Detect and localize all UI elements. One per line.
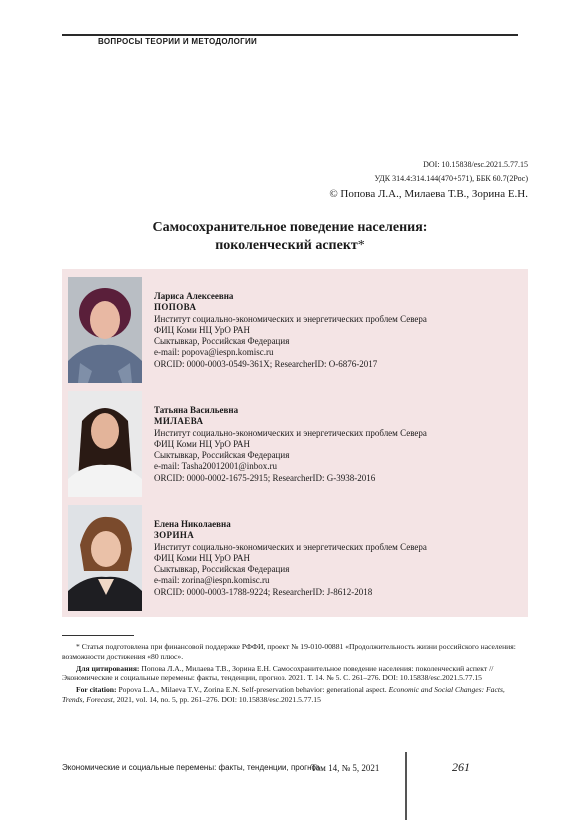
author-first-name: Лариса Алексеевна bbox=[154, 291, 234, 301]
doi-line: DOI: 10.15838/esc.2021.5.77.15 bbox=[423, 160, 528, 169]
footnotes bbox=[62, 642, 528, 705]
author-email: e-mail: Tasha20012001@inbox.ru bbox=[154, 461, 277, 472]
title-line-1: Самосохранительное поведение населения: bbox=[152, 220, 428, 235]
author-institute: Институт социально-экономических и энергетических проблем Севера bbox=[154, 427, 427, 438]
article-title bbox=[0, 219, 580, 255]
citation-en-tail: , 2021, vol. 14, no. 5, pp. 261–276. DOI: 10.15838/esc.2021.5.77.15 bbox=[112, 694, 321, 704]
author-email: e-mail: popova@iespn.komisc.ru bbox=[154, 347, 274, 358]
page-number: 261 bbox=[452, 760, 470, 774]
author-city: Сыктывкар, Российская Федерация bbox=[154, 564, 290, 575]
author-first-name: Елена Николаевна bbox=[154, 519, 231, 529]
author-ids: ORCID: 0000-0003-1788-9224; ResearcherID: J-8612-2018 bbox=[154, 586, 373, 597]
citation-ru-text: Попова Л.А., Милаева Т.В., Зорина Е.Н. Самосохранительное поведение населения: поколенческий аспект // Экономические и социальные перемены: факты, тенденции, прогноз. 2021. Т. 14. № 5. С. 261–276. DOI: 10.15838/esc.2021.5.77.15 bbox=[62, 663, 494, 683]
copyright-line: © Попова Л.А., Милаева Т.В., Зорина Е.Н. bbox=[329, 188, 528, 200]
author-city: Сыктывкар, Российская Федерация bbox=[154, 336, 290, 347]
author-last-name: МИЛАЕВА bbox=[154, 416, 204, 427]
author-last-name: ЗОРИНА bbox=[154, 530, 195, 541]
author-last-name: ПОПОВА bbox=[154, 302, 197, 313]
authors-panel bbox=[62, 269, 528, 617]
title-line-2: поколенческий аспект bbox=[215, 238, 358, 253]
author-institute: Институт социально-экономических и энергетических проблем Севера bbox=[154, 313, 427, 324]
author-card bbox=[62, 383, 528, 497]
author-ids: ORCID: 0000-0003-0549-361X; ResearcherID: O-6876-2017 bbox=[154, 358, 378, 369]
author-city: Сыктывкар, Российская Федерация bbox=[154, 450, 290, 461]
author-photo bbox=[68, 277, 142, 383]
funding-footnote: * Статья подготовлена при финансовой поддержке РФФИ, проект № 19-010-00881 «Продолжительность жизни российского населения: возможности достижения «80 плюс». bbox=[62, 642, 516, 661]
author-center: ФИЦ Коми НЦ УрО РАН bbox=[154, 324, 250, 335]
author-first-name: Татьяна Васильевна bbox=[154, 405, 239, 415]
citation-en-text: Popova L.A., Milaeva T.V., Zorina E.N. Self-preservation behavior: generational aspect. bbox=[116, 685, 389, 695]
author-photo bbox=[68, 505, 142, 611]
title-footnote-mark: * bbox=[357, 238, 365, 253]
author-center: ФИЦ Коми НЦ УрО РАН bbox=[154, 552, 250, 563]
author-info bbox=[154, 405, 427, 484]
section-label: ВОПРОСЫ ТЕОРИИ И МЕТОДОЛОГИИ bbox=[98, 37, 258, 46]
author-card bbox=[62, 497, 528, 611]
footer-journal-name: Экономические и социальные перемены: факты, тенденции, прогноз bbox=[62, 763, 320, 772]
author-photo bbox=[68, 391, 142, 497]
author-info bbox=[154, 519, 427, 598]
citation-ru-label: Для цитирования: bbox=[76, 663, 140, 673]
citation-en bbox=[62, 685, 528, 705]
citation-en-label: For citation: bbox=[76, 685, 117, 695]
author-info bbox=[154, 291, 427, 370]
footnote-rule bbox=[62, 635, 134, 636]
author-ids: ORCID: 0000-0002-1675-2915; ResearcherID: G-3938-2016 bbox=[154, 472, 376, 483]
author-institute: Институт социально-экономических и энергетических проблем Севера bbox=[154, 541, 427, 552]
udk-line: УДК 314.4:314.144(470+571), ББК 60.7(2Рос) bbox=[374, 174, 528, 183]
citation-en-journal: Economic and Social Changes: Facts, Trends, Forecast bbox=[62, 685, 505, 704]
author-email: e-mail: zorina@iespn.komisc.ru bbox=[154, 575, 270, 586]
citation-ru bbox=[62, 664, 528, 684]
author-center: ФИЦ Коми НЦ УрО РАН bbox=[154, 438, 250, 449]
footer-issue: Том 14, № 5, 2021 bbox=[311, 763, 380, 773]
author-card bbox=[62, 269, 528, 383]
header-rule bbox=[62, 34, 518, 36]
footer-divider bbox=[405, 752, 407, 820]
